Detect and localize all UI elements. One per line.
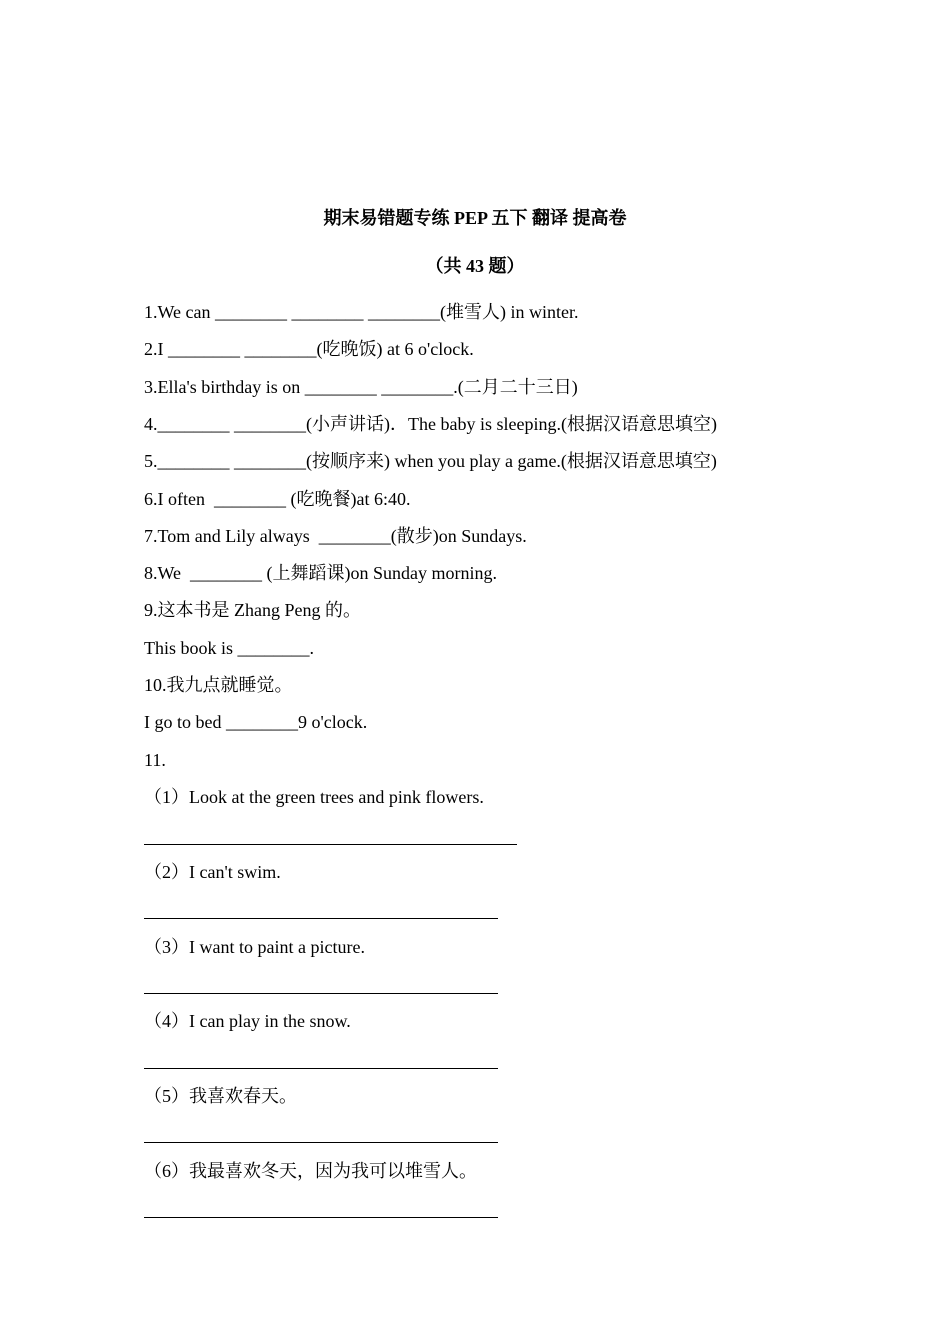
question-11-item-5: （5）我喜欢春天。 (144, 1086, 297, 1106)
answer-rule-3 (144, 993, 498, 994)
question-4: 4.________ ________(小声讲话)．The baby is sleeping.(根据汉语意思填空) (144, 414, 717, 434)
answer-rule-1 (144, 844, 517, 845)
question-11-item-6: （6）我最喜欢冬天，因为我可以堆雪人。 (144, 1161, 477, 1181)
question-2: 2.I ________ ________(吃晚饭) at 6 o'clock. (144, 339, 474, 359)
page-subtitle: （共 43 题） (425, 256, 525, 276)
question-11-item-4: （4）I can play in the snow. (144, 1011, 351, 1031)
answer-rule-5 (144, 1142, 498, 1143)
question-9: 9.这本书是 Zhang Peng 的。 (144, 600, 361, 620)
answer-rule-4 (144, 1068, 498, 1069)
question-1: 1.We can ________ ________ ________(堆雪人) in winter. (144, 302, 579, 322)
answer-rule-2 (144, 918, 498, 919)
question-11-item-3: （3）I want to paint a picture. (144, 937, 365, 957)
question-3: 3.Ella's birthday is on ________ ________.(二月二十三日) (144, 377, 578, 397)
question-10-answer-line: I go to bed ________9 o'clock. (144, 712, 368, 732)
question-11-item-2: （2）I can't swim. (144, 862, 281, 882)
answer-rule-6 (144, 1217, 498, 1218)
question-9-answer-line: This book is ________. (144, 638, 315, 658)
question-11-item-1: （1）Look at the green trees and pink flowers. (144, 787, 484, 807)
page-title: 期末易错题专练 PEP 五下 翻译 提高卷 (323, 208, 627, 228)
question-5: 5.________ ________(按顺序来) when you play a game.(根据汉语意思填空) (144, 451, 717, 471)
question-7: 7.Tom and Lily always ________(散步)on Sundays. (144, 526, 527, 546)
question-11: 11. (144, 750, 166, 770)
question-10: 10.我九点就睡觉。 (144, 675, 293, 695)
question-6: 6.I often ________ (吃晚餐)at 6:40. (144, 489, 411, 509)
question-8: 8.We ________ (上舞蹈课)on Sunday morning. (144, 563, 498, 583)
